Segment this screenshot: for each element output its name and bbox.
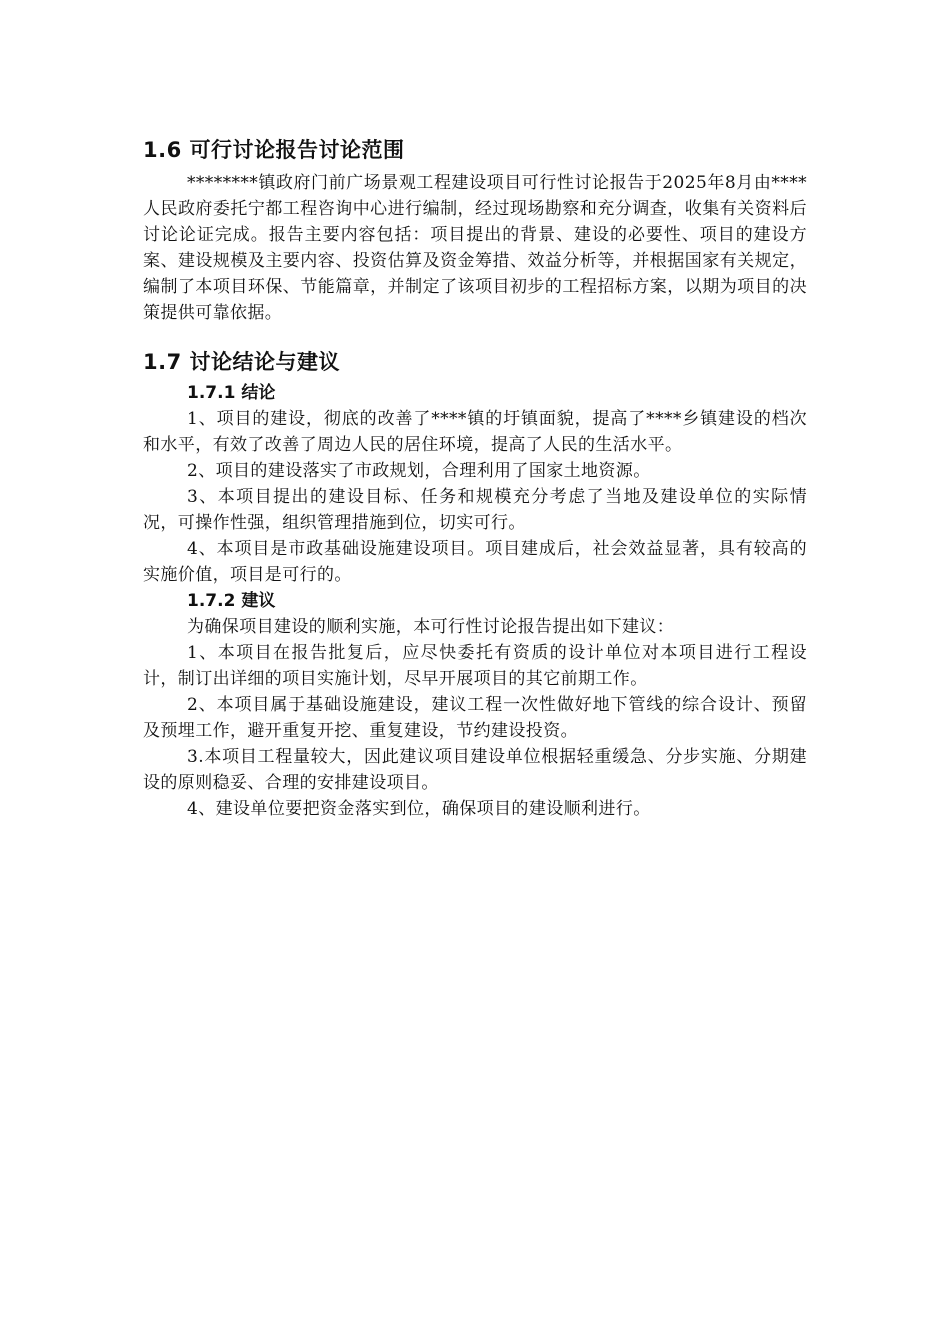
conclusion-item: 2、项目的建设落实了市政规划，合理利用了国家土地资源。 — [187, 461, 651, 481]
document-page — [143, 132, 807, 822]
subsection-heading-suggestions: 1.7.2 建议 — [187, 591, 276, 611]
scope-paragraph: ********镇政府门前广场景观工程建设项目可行性讨论报告于2025年8月由****人民政府委托宁都工程咨询中心进行编制，经过现场勘察和充分调查，收集有关资料后讨论论证完成。报告主要内容包括：项目提出的背景、建设的必要性、项目的建设方案、建设规模及主要内容、投资估算及资金筹措、效益分析等，并根据国家有关规定，编制了本项目环保、节能篇章，并制定了该项目初步的工程招标方案，以期为项目的决策提供可靠依据。 — [143, 173, 807, 323]
conclusion-item: 3、本项目提出的建设目标、任务和规模充分考虑了当地及建设单位的实际情况，可操作性强，组织管理措施到位，切实可行。 — [143, 487, 807, 533]
suggestion-item: 1、本项目在报告批复后，应尽快委托有资质的设计单位对本项目进行工程设计，制订出详细的项目实施计划，尽早开展项目的其它前期工作。 — [143, 643, 807, 689]
section-heading-1-7: 1.7 讨论结论与建议 — [143, 350, 341, 374]
suggestion-item: 4、建设单位要把资金落实到位，确保项目的建设顺利进行。 — [187, 799, 651, 819]
conclusion-item: 1、项目的建设，彻底的改善了****镇的圩镇面貌，提高了****乡镇建设的档次和水平，有效了改善了周边人民的居住环境，提高了人民的生活水平。 — [143, 409, 807, 455]
suggestion-item: 2、本项目属于基础设施建设，建议工程一次性做好地下管线的综合设计、预留及预埋工作，避开重复开挖、重复建设，节约建设投资。 — [143, 695, 807, 741]
section-heading-1-6: 1.6 可行讨论报告讨论范围 — [143, 138, 405, 162]
suggestion-item: 3.本项目工程量较大，因此建议项目建设单位根据轻重缓急、分步实施、分期建设的原则稳妥、合理的安排建设项目。 — [143, 747, 807, 793]
subsection-heading-conclusion: 1.7.1 结论 — [187, 383, 276, 403]
suggestions-intro: 为确保项目建设的顺利实施，本可行性讨论报告提出如下建议： — [187, 617, 675, 637]
conclusion-item: 4、本项目是市政基础设施建设项目。项目建成后，社会效益显著，具有较高的实施价值，项目是可行的。 — [143, 539, 807, 585]
